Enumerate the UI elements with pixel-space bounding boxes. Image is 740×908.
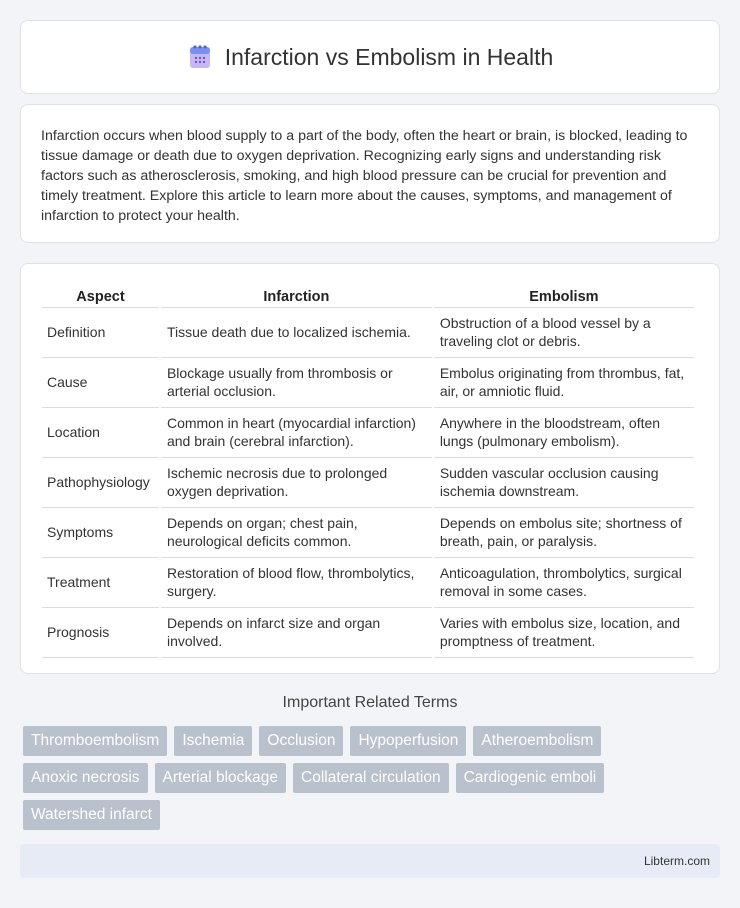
- table-cell-infarction: Depends on organ; chest pain, neurological deficits common.: [161, 508, 432, 558]
- table-cell-aspect: Treatment: [42, 558, 159, 608]
- table-cell-aspect: Definition: [42, 308, 159, 358]
- table-cell-aspect: Location: [42, 408, 159, 458]
- table-cell-embolism: Obstruction of a blood vessel by a traveling clot or debris.: [434, 308, 694, 358]
- table-cell-infarction: Common in heart (myocardial infarction) and brain (cerebral infarction).: [161, 408, 432, 458]
- table-cell-embolism: Varies with embolus size, location, and promptness of treatment.: [434, 608, 694, 658]
- related-terms-list: [23, 726, 723, 837]
- related-terms-title: Important Related Terms: [282, 694, 458, 711]
- intro-text: Infarction occurs when blood supply to a part of the body, often the heart or brain, is blocked, leading to tissue damage or death due to oxygen deprivation. Recognizing early signs and understanding risk factors such as atherosclerosis, smoking, and high blood pressure can be crucial for prevention and timely treatment. Explore this article to learn more about the causes, symptoms, and management of infarction to protect your health.: [41, 128, 688, 224]
- term-tag[interactable]: Arterial blockage: [155, 763, 286, 793]
- table-row: [42, 458, 694, 508]
- table-row: [42, 508, 694, 558]
- table-cell-embolism: Embolus originating from thrombus, fat, air, or amniotic fluid.: [434, 358, 694, 408]
- table-cell-infarction: Ischemic necrosis due to prolonged oxygen deprivation.: [161, 458, 432, 508]
- table-row: [42, 408, 694, 458]
- table-cell-aspect: Prognosis: [42, 608, 159, 658]
- term-tag[interactable]: Hypoperfusion: [350, 726, 466, 756]
- table-row: [42, 358, 694, 408]
- comparison-table: [40, 286, 696, 658]
- table-row: [42, 308, 694, 358]
- table-cell-embolism: Anywhere in the bloodstream, often lungs (pulmonary embolism).: [434, 408, 694, 458]
- column-header-embolism: Embolism: [434, 286, 694, 308]
- table-header-row: [42, 286, 694, 308]
- table-cell-embolism: Sudden vascular occlusion causing ischemia downstream.: [434, 458, 694, 508]
- table-cell-aspect: Pathophysiology: [42, 458, 159, 508]
- term-tag[interactable]: Cardiogenic emboli: [456, 763, 605, 793]
- footer-site-link[interactable]: Libterm.com: [643, 854, 710, 868]
- document-icon: [187, 44, 213, 70]
- table-cell-infarction: Blockage usually from thrombosis or arterial occlusion.: [161, 358, 432, 408]
- intro-card: [20, 104, 720, 243]
- column-header-infarction: Infarction: [161, 286, 432, 308]
- table-cell-infarction: Depends on infarct size and organ involved.: [161, 608, 432, 658]
- table-cell-aspect: Symptoms: [42, 508, 159, 558]
- footer: [20, 844, 720, 878]
- table-cell-infarction: Restoration of blood flow, thrombolytics, surgery.: [161, 558, 432, 608]
- term-tag[interactable]: Atheroembolism: [473, 726, 601, 756]
- term-tag[interactable]: Occlusion: [259, 726, 343, 756]
- table-cell-embolism: Anticoagulation, thrombolytics, surgical removal in some cases.: [434, 558, 694, 608]
- table-row: [42, 558, 694, 608]
- table-cell-aspect: Cause: [42, 358, 159, 408]
- table-cell-embolism: Depends on embolus site; shortness of breath, pain, or paralysis.: [434, 508, 694, 558]
- term-tag[interactable]: Thromboembolism: [23, 726, 167, 756]
- term-tag[interactable]: Watershed infarct: [23, 800, 160, 830]
- page-title: Infarction vs Embolism in Health: [224, 43, 554, 70]
- term-tag[interactable]: Ischemia: [174, 726, 252, 756]
- table-cell-infarction: Tissue death due to localized ischemia.: [161, 308, 432, 358]
- comparison-table-card: [20, 263, 720, 674]
- table-row: [42, 608, 694, 658]
- term-tag[interactable]: Collateral circulation: [293, 763, 449, 793]
- header-card: [20, 20, 720, 94]
- term-tag[interactable]: Anoxic necrosis: [23, 763, 148, 793]
- column-header-aspect: Aspect: [42, 286, 159, 308]
